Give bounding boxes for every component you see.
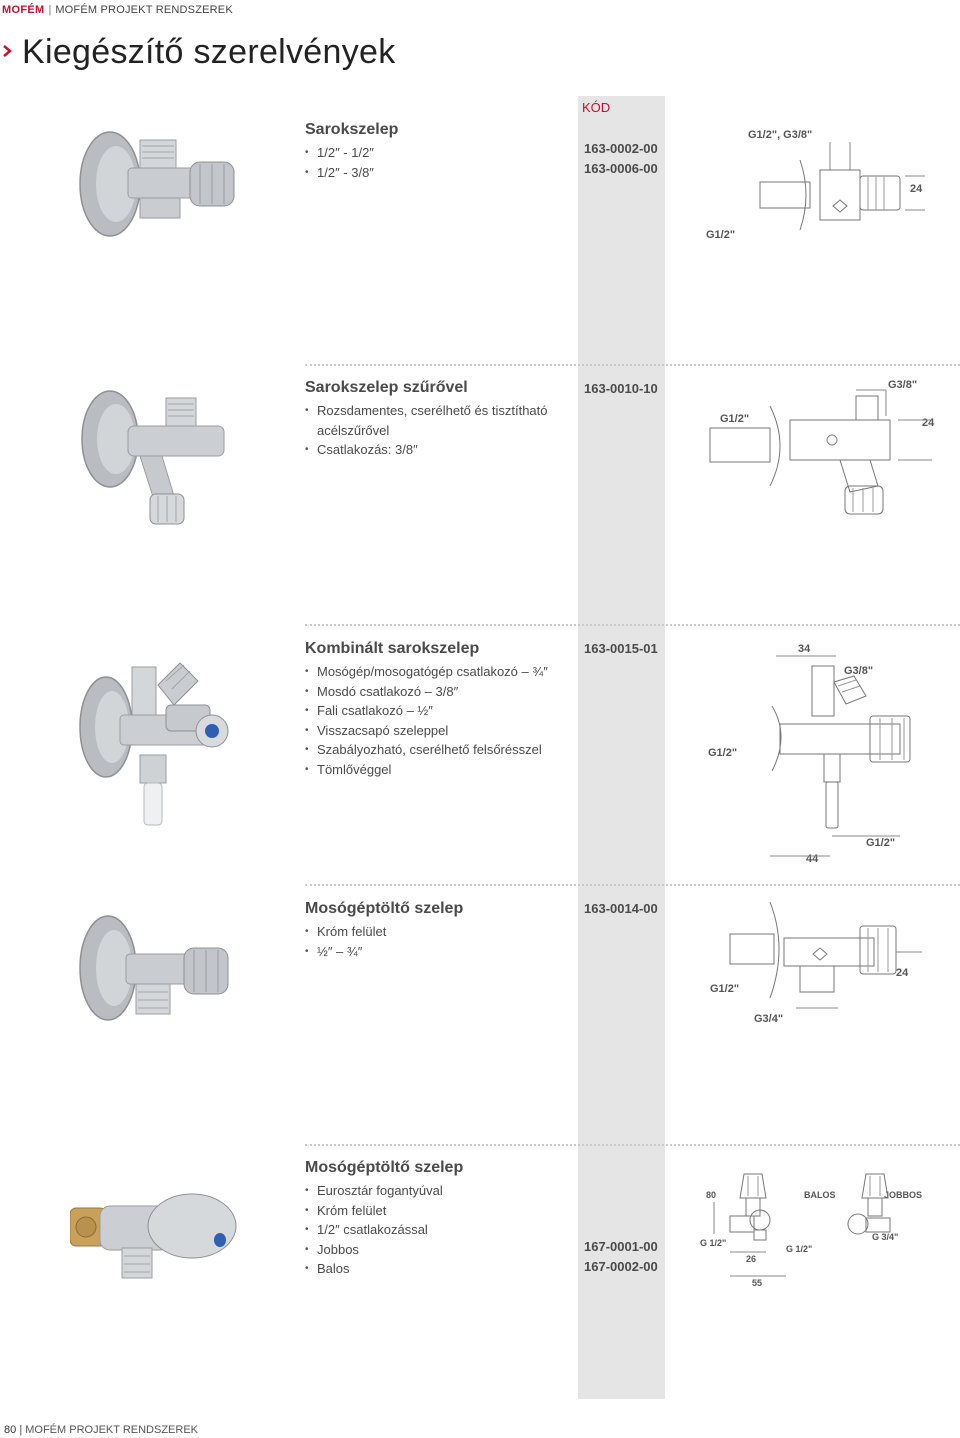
product-codes-5 <box>584 1237 664 1277</box>
technical-drawing-5 <box>700 1160 940 1295</box>
footer-separator: | <box>19 1424 23 1436</box>
product-code: 167-0001-00 <box>584 1239 658 1254</box>
header-separator: | <box>48 4 52 16</box>
technical-drawing-4 <box>700 898 940 1038</box>
product-title: Kombinált sarokszelep <box>305 640 480 657</box>
drawing-label: G3/8" <box>844 665 874 677</box>
product-info-2 <box>305 378 575 460</box>
list-item: • Króm felület <box>305 922 575 942</box>
product-codes-2 <box>584 379 664 399</box>
drawing-label: G 1/2" <box>786 1244 813 1254</box>
product-code: 163-0015-01 <box>584 641 658 656</box>
drawing-label: 80 <box>706 1190 717 1200</box>
drawing-label: G1/2" <box>866 837 896 849</box>
product-code: 163-0006-00 <box>584 161 658 176</box>
drawing-label: 34 <box>798 643 811 655</box>
page-number: 80 <box>4 1424 17 1436</box>
drawing-label: G3/8" <box>888 379 918 391</box>
list-item: • Fali csatlakozó – ½″ <box>305 701 575 721</box>
drawing-label: G1/2" <box>708 747 738 759</box>
section-divider <box>305 884 960 886</box>
product-photo-angle-valve-filter <box>70 384 250 534</box>
list-item: • ½″ – ¾″ <box>305 942 575 962</box>
code-column-background <box>578 96 665 1399</box>
technical-drawing-2 <box>700 376 940 531</box>
drawing-label: JOBBOS <box>884 1190 923 1200</box>
list-item: • Szabályozható, cserélhető felsőrésszel <box>305 740 575 760</box>
drawing-label: G1/2", G3/8" <box>748 129 813 141</box>
list-item: • Jobbos <box>305 1240 575 1260</box>
drawing-label: G1/2" <box>706 229 736 241</box>
product-code: 163-0002-00 <box>584 141 658 156</box>
product-photo-combined-angle-valve <box>70 655 250 835</box>
list-item: • Mosdó csatlakozó – 3/8″ <box>305 682 575 702</box>
list-item: • Visszacsapó szeleppel <box>305 721 575 741</box>
section-divider <box>305 364 960 366</box>
list-item: • Mosógép/mosogatógép csatlakozó – ¾″ <box>305 662 575 682</box>
page-title: Kiegészítő szerelvények <box>22 32 396 71</box>
product-info-4 <box>305 899 575 961</box>
brand-name: MOFÉM <box>2 4 45 16</box>
product-photo-washing-machine-valve <box>70 912 250 1032</box>
section-divider <box>305 624 960 626</box>
product-photo-eurostar-valve <box>70 1182 250 1297</box>
list-item: • 1/2″ - 1/2″ <box>305 143 575 163</box>
product-title: Sarokszelep <box>305 121 399 138</box>
product-info-5 <box>305 1158 575 1279</box>
product-codes-1 <box>584 139 664 179</box>
list-item: • Csatlakozás: 3/8″ <box>305 440 575 460</box>
product-photo-angle-valve <box>70 128 250 248</box>
drawing-label: 55 <box>752 1278 763 1288</box>
drawing-label: G3/4" <box>754 1013 784 1025</box>
technical-drawing-1 <box>700 120 940 255</box>
product-title: Mosógéptöltő szelep <box>305 1159 464 1176</box>
product-info-3 <box>305 639 575 780</box>
drawing-label: 44 <box>806 853 819 865</box>
footer-project: MOFÉM PROJEKT RENDSZEREK <box>25 1424 198 1436</box>
product-codes-3 <box>584 639 664 659</box>
product-code: 167-0002-00 <box>584 1259 658 1274</box>
header-project: MOFÉM PROJEKT RENDSZEREK <box>55 4 233 16</box>
drawing-label: G 3/4" <box>872 1232 899 1242</box>
drawing-label: 24 <box>896 967 909 979</box>
product-title: Sarokszelep szűrővel <box>305 379 468 396</box>
product-code: 163-0010-10 <box>584 381 658 396</box>
technical-drawing-3 <box>700 636 940 871</box>
chevron-right-icon <box>2 42 12 63</box>
section-divider <box>305 1144 960 1146</box>
list-item: • 1/2″ - 3/8″ <box>305 163 575 183</box>
drawing-label: 24 <box>910 183 923 195</box>
product-title: Mosógéptöltő szelep <box>305 900 464 917</box>
title-row <box>0 32 396 72</box>
list-item: • Tömlővéggel <box>305 760 575 780</box>
header-bar <box>0 0 233 20</box>
list-item: • Balos <box>305 1259 575 1279</box>
product-info-1 <box>305 120 575 182</box>
code-column-header: KÓD <box>582 100 611 115</box>
drawing-label: G1/2" <box>720 413 750 425</box>
product-codes-4 <box>584 899 664 919</box>
list-item: • 1/2″ csatlakozással <box>305 1220 575 1240</box>
product-code: 163-0014-00 <box>584 901 658 916</box>
drawing-label: 24 <box>922 417 935 429</box>
drawing-label: BALOS <box>804 1190 836 1200</box>
footer <box>4 1424 198 1436</box>
drawing-label: G 1/2" <box>700 1238 727 1248</box>
list-item: • Króm felület <box>305 1201 575 1221</box>
drawing-label: G1/2" <box>710 983 740 995</box>
list-item: • Rozsdamentes, cserélhető és tisztítható acélszűrővel <box>305 401 575 440</box>
list-item: • Eurosztár fogantyúval <box>305 1181 575 1201</box>
drawing-label: 26 <box>746 1254 757 1264</box>
